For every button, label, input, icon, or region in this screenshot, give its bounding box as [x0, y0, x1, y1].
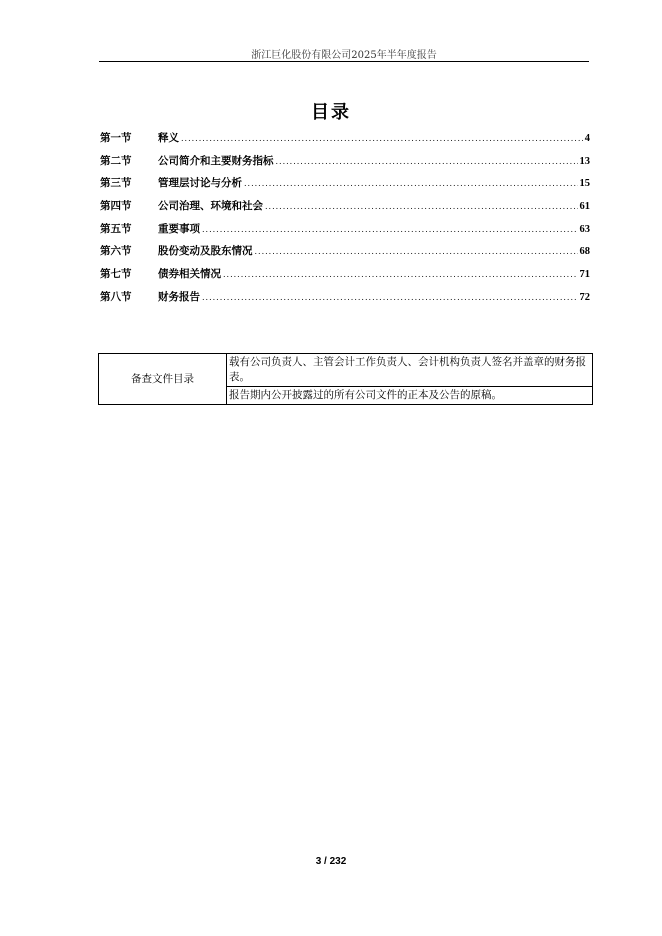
header-divider [99, 61, 589, 62]
toc-page-number: 61 [579, 201, 590, 213]
toc-entry[interactable] [100, 289, 590, 312]
toc-page-number: 63 [579, 223, 590, 235]
toc-section-number: 第二节 [100, 154, 132, 167]
toc-page-number: 68 [579, 246, 590, 258]
table-of-contents [100, 130, 590, 312]
toc-leader-dots [276, 157, 578, 166]
toc-page-number: 15 [579, 178, 590, 190]
reference-document-item: 报告期内公开披露过的所有公司文件的正本及公告的原稿。 [227, 387, 593, 405]
toc-entry[interactable] [100, 130, 590, 153]
toc-section-number: 第七节 [100, 268, 132, 281]
reference-documents-table [98, 353, 593, 405]
toc-section-number: 第三节 [100, 177, 132, 190]
toc-entry[interactable] [100, 175, 590, 198]
toc-section-number: 第四节 [100, 200, 132, 213]
toc-entry[interactable] [100, 243, 590, 266]
toc-leader-dots [244, 179, 578, 188]
toc-section-name: 财务报告 [158, 290, 200, 303]
toc-section-name: 释义 [158, 132, 179, 144]
toc-section-name: 管理层讨论与分析 [158, 177, 242, 190]
toc-page-number: 4 [584, 133, 590, 144]
toc-section-name: 债券相关情况 [158, 268, 221, 281]
toc-entry[interactable] [100, 153, 590, 176]
page-number-footer: 3 / 232 [315, 856, 347, 867]
toc-leader-dots [202, 225, 578, 234]
toc-section-name: 公司简介和主要财务指标 [158, 154, 274, 167]
toc-section-name: 股份变动及股东情况 [158, 245, 253, 258]
toc-leader-dots [223, 270, 578, 279]
page-header: 浙江巨化股份有限公司2025年半年度报告 [251, 50, 437, 61]
toc-page-number: 13 [579, 155, 590, 167]
toc-section-number: 第八节 [100, 290, 132, 303]
table-row [99, 354, 593, 387]
toc-title: 目录 [311, 102, 351, 123]
toc-leader-dots [265, 202, 578, 211]
toc-entry[interactable] [100, 198, 590, 221]
toc-section-name: 重要事项 [158, 222, 200, 235]
reference-document-item: 载有公司负责人、主管会计工作负责人、会计机构负责人签名并盖章的财务报表。 [227, 354, 593, 387]
toc-section-number: 第六节 [100, 245, 132, 258]
toc-leader-dots [202, 293, 578, 302]
toc-page-number: 72 [579, 291, 590, 303]
toc-page-number: 71 [579, 269, 590, 281]
toc-entry[interactable] [100, 221, 590, 244]
toc-entry[interactable] [100, 266, 590, 289]
reference-documents-label: 备查文件目录 [99, 354, 227, 405]
toc-section-number: 第五节 [100, 222, 132, 235]
toc-leader-dots [181, 134, 583, 143]
toc-section-number: 第一节 [100, 132, 132, 144]
toc-leader-dots [255, 247, 578, 256]
toc-section-name: 公司治理、环境和社会 [158, 200, 263, 213]
